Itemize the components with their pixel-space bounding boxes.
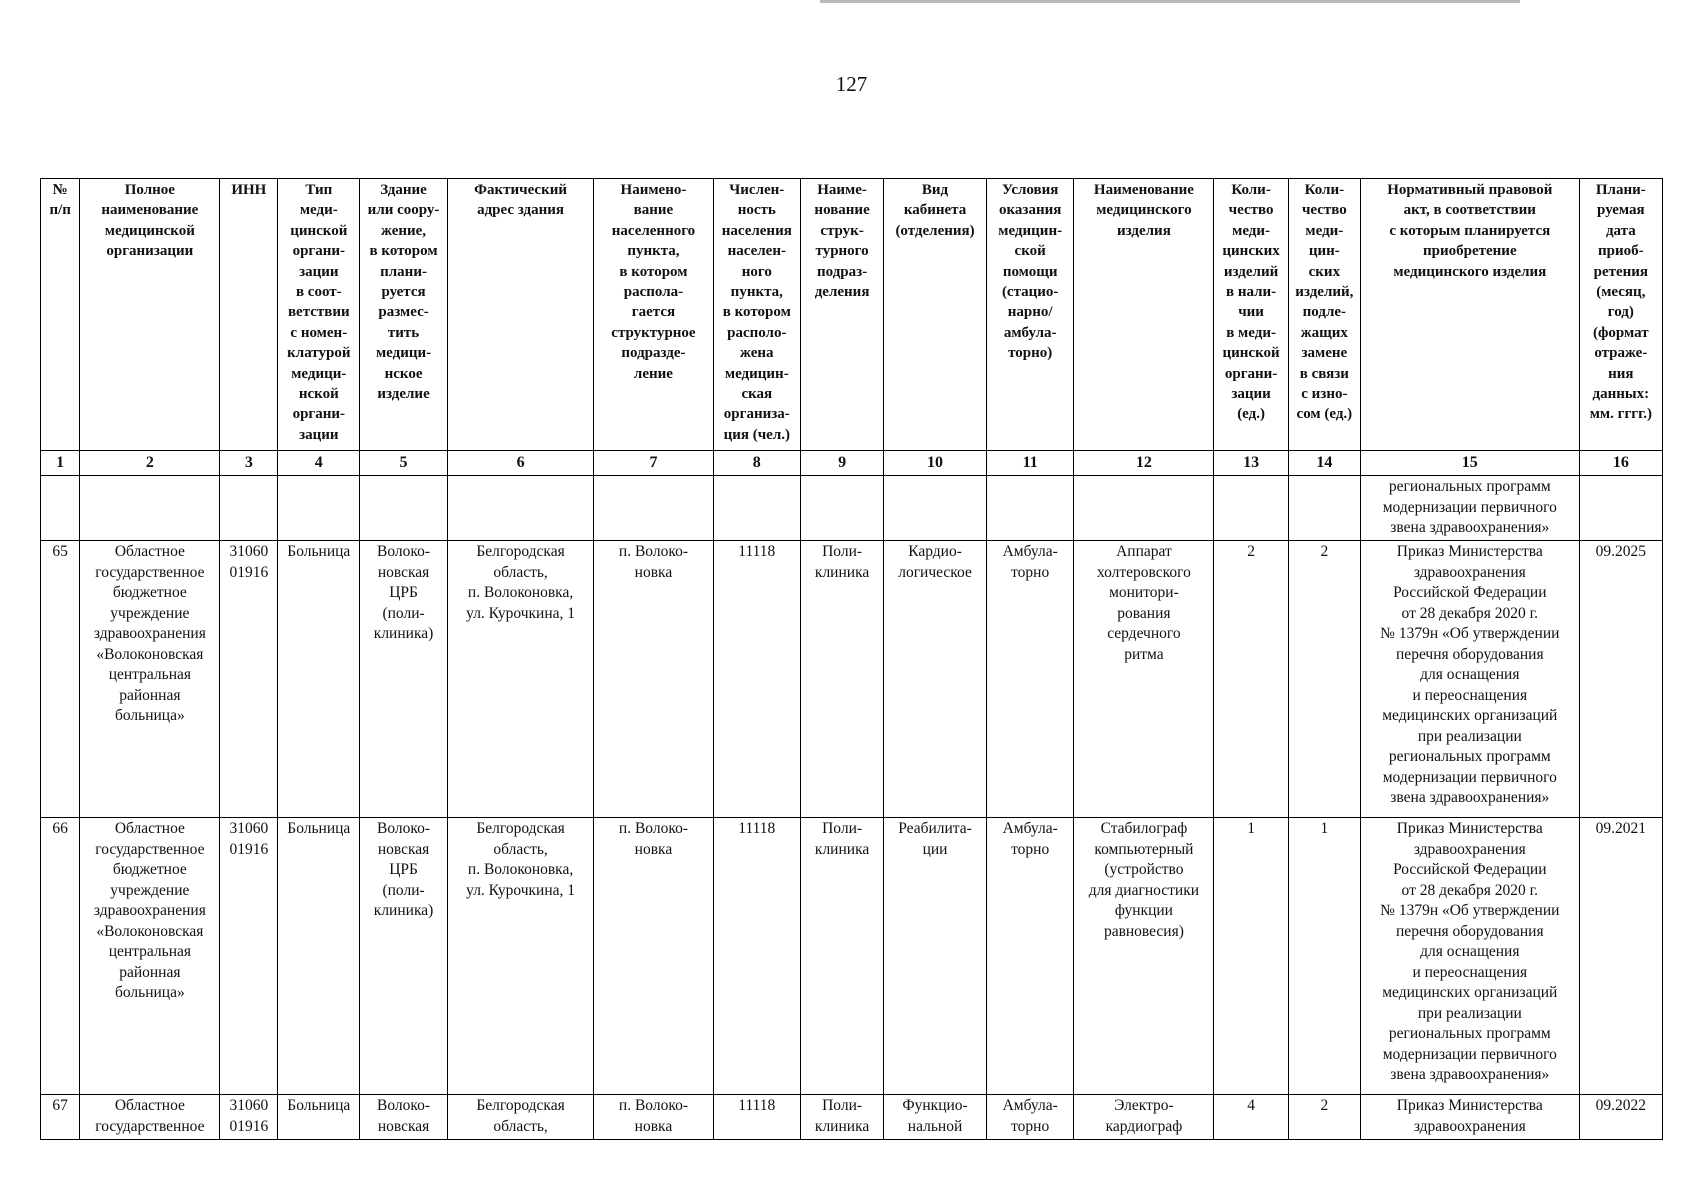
device-name: Стабилограф компьютерный (устройство для диагностики функции равновесия) <box>1074 818 1214 1095</box>
column-number: 12 <box>1074 451 1214 476</box>
column-number: 15 <box>1360 451 1579 476</box>
settlement: п. Волоко- новка <box>594 818 713 1095</box>
table-cell <box>594 476 713 541</box>
inn: 31060 01916 <box>220 541 278 818</box>
table-cell <box>1074 476 1214 541</box>
page-number: 127 <box>835 72 868 96</box>
table-cell <box>801 476 884 541</box>
header-cell: Наимено- вание населенного пункта, в котором распола- гается структурное подразде- ление <box>594 179 713 451</box>
qty-replace: 1 <box>1288 818 1360 1095</box>
header-cell: № п/п <box>41 179 80 451</box>
equipment-table <box>40 178 1663 1140</box>
building: Волоко- новская ЦРБ (поли- клиника) <box>360 818 447 1095</box>
table-header-row <box>41 179 1663 451</box>
qty-available: 1 <box>1214 818 1288 1095</box>
address: Белгородская область, <box>447 1095 594 1140</box>
care-conditions: Амбула- торно <box>986 818 1073 1095</box>
column-number: 9 <box>801 451 884 476</box>
table-cell <box>278 476 360 541</box>
cabinet: Кардио- логическое <box>884 541 987 818</box>
header-cell: Числен- ность населения населен- ного пункта, в котором располо- жена медицин- ская организа- ция (чел.) <box>713 179 800 451</box>
settlement: п. Волоко- новка <box>594 1095 713 1140</box>
column-number: 1 <box>41 451 80 476</box>
column-number: 5 <box>360 451 447 476</box>
building: Волоко- новская ЦРБ (поли- клиника) <box>360 541 447 818</box>
org-name: Областное государственное бюджетное учреждение здравоохранения «Волоконовская центральная районная больница» <box>80 818 220 1095</box>
header-cell: Коли- чество меди- цин- ских изделий, подле- жащих замене в связи с изно- сом (ед.) <box>1288 179 1360 451</box>
table-cell <box>41 476 80 541</box>
header-cell: Нормативный правовой акт, в соответствии с которым планируется приобретение медицинского изделия <box>1360 179 1579 451</box>
cabinet: Функцио- нальной <box>884 1095 987 1140</box>
table-cell <box>884 476 987 541</box>
column-number: 14 <box>1288 451 1360 476</box>
header-cell: Коли- чество меди- цинских изделий в нали- чии в меди- цинской органи- зации (ед.) <box>1214 179 1288 451</box>
column-number: 3 <box>220 451 278 476</box>
care-conditions: Амбула- торно <box>986 541 1073 818</box>
device-name: Электро- кардиограф <box>1074 1095 1214 1140</box>
org-name: Областное государственное бюджетное учреждение здравоохранения «Волоконовская центральная районная больница» <box>80 541 220 818</box>
legal-act: Приказ Министерства здравоохранения <box>1360 1095 1579 1140</box>
org-type: Больница <box>278 541 360 818</box>
table-cell <box>1214 476 1288 541</box>
unit: Поли- клиника <box>801 1095 884 1140</box>
top-rule <box>820 0 1520 3</box>
column-number: 13 <box>1214 451 1288 476</box>
row-number: 65 <box>41 541 80 818</box>
header-cell: Плани- руемая дата приоб- ретения (месяц, год) (формат отраже- ния данных: мм. гггг.) <box>1579 179 1662 451</box>
table-cell <box>447 476 594 541</box>
column-number: 16 <box>1579 451 1662 476</box>
column-number: 11 <box>986 451 1073 476</box>
header-cell: Фактический адрес здания <box>447 179 594 451</box>
column-number: 6 <box>447 451 594 476</box>
header-cell: Наименование медицинского изделия <box>1074 179 1214 451</box>
row-number: 67 <box>41 1095 80 1140</box>
table-row <box>41 1095 1663 1140</box>
header-cell: Тип меди- цинской органи- зации в соот- ветствии с номен- клатурой медици- нской органи- зации <box>278 179 360 451</box>
org-name: Областное государственное <box>80 1095 220 1140</box>
qty-replace: 2 <box>1288 541 1360 818</box>
inn: 31060 01916 <box>220 1095 278 1140</box>
org-type: Больница <box>278 1095 360 1140</box>
legal-act: Приказ Министерства здравоохранения Российской Федерации от 28 декабря 2020 г. № 1379н «Об утверждении перечня оборудования для оснащения и переоснащения медицинских организаций при реализации региональных программ модернизации первичного звена здравоохранения» <box>1360 541 1579 818</box>
header-cell: ИНН <box>220 179 278 451</box>
continuation-act-text: региональных программ модернизации первичного звена здравоохранения» <box>1360 476 1579 541</box>
row-number: 66 <box>41 818 80 1095</box>
table-cell <box>1579 476 1662 541</box>
table-cell <box>713 476 800 541</box>
legal-act: Приказ Министерства здравоохранения Российской Федерации от 28 декабря 2020 г. № 1379н «Об утверждении перечня оборудования для оснащения и переоснащения медицинских организаций при реализации региональных программ модернизации первичного звена здравоохранения» <box>1360 818 1579 1095</box>
column-number: 10 <box>884 451 987 476</box>
qty-available: 2 <box>1214 541 1288 818</box>
header-cell: Наиме- нование струк- турного подраз- деления <box>801 179 884 451</box>
planned-date: 09.2021 <box>1579 818 1662 1095</box>
column-number: 4 <box>278 451 360 476</box>
column-number: 7 <box>594 451 713 476</box>
table-cell <box>1288 476 1360 541</box>
qty-available: 4 <box>1214 1095 1288 1140</box>
header-cell: Условия оказания медицин- ской помощи (стацио- нарно/ амбула- торно) <box>986 179 1073 451</box>
qty-replace: 2 <box>1288 1095 1360 1140</box>
org-type: Больница <box>278 818 360 1095</box>
population: 11118 <box>713 541 800 818</box>
header-cell: Полное наименование медицинской организации <box>80 179 220 451</box>
unit: Поли- клиника <box>801 541 884 818</box>
settlement: п. Волоко- новка <box>594 541 713 818</box>
header-cell: Вид кабинета (отделения) <box>884 179 987 451</box>
planned-date: 09.2025 <box>1579 541 1662 818</box>
column-number: 8 <box>713 451 800 476</box>
column-number: 2 <box>80 451 220 476</box>
care-conditions: Амбула- торно <box>986 1095 1073 1140</box>
table-cell <box>80 476 220 541</box>
population: 11118 <box>713 818 800 1095</box>
column-number-row <box>41 451 1663 476</box>
unit: Поли- клиника <box>801 818 884 1095</box>
planned-date: 09.2022 <box>1579 1095 1662 1140</box>
header-cell: Здание или соору- жение, в котором плани- руется размес- тить медици- нское изделие <box>360 179 447 451</box>
table-row <box>41 541 1663 818</box>
table-cell <box>220 476 278 541</box>
inn: 31060 01916 <box>220 818 278 1095</box>
table-row <box>41 818 1663 1095</box>
cabinet: Реабилита- ции <box>884 818 987 1095</box>
address: Белгородская область, п. Волоконовка, ул. Курочкина, 1 <box>447 818 594 1095</box>
table-cell <box>360 476 447 541</box>
address: Белгородская область, п. Волоконовка, ул. Курочкина, 1 <box>447 541 594 818</box>
table-cell <box>986 476 1073 541</box>
continuation-row <box>41 476 1663 541</box>
population: 11118 <box>713 1095 800 1140</box>
device-name: Аппарат холтеровского монитори- рования сердечного ритма <box>1074 541 1214 818</box>
building: Волоко- новская <box>360 1095 447 1140</box>
